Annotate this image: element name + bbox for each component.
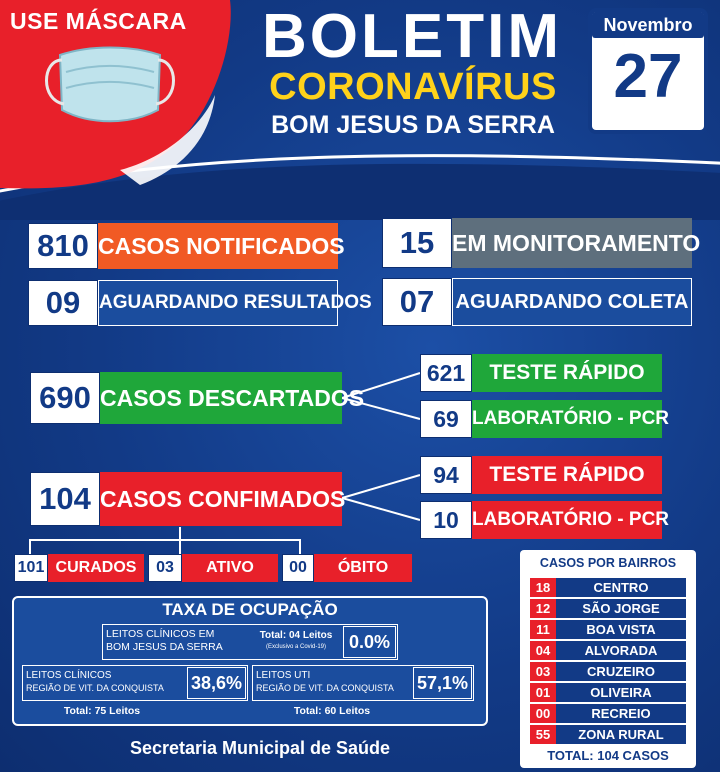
city-name: BOM JESUS DA SERRA: [271, 111, 555, 139]
confirmados-tr-value: 94: [433, 462, 459, 488]
confirmados-pcr-value-box: [420, 501, 472, 539]
confirmados-label: CASOS CONFIMADOS: [100, 472, 342, 526]
descartados-label: CASOS DESCARTADOS: [100, 372, 342, 424]
calendar-day: 27: [613, 42, 683, 111]
bairro-count: 12: [530, 599, 556, 618]
obito-value: 00: [289, 559, 307, 576]
confirmados-pcr-label: LABORATÓRIO - PCR: [472, 501, 662, 539]
confirmados-value: 104: [39, 481, 91, 516]
confirmados-pcr-value: 10: [433, 507, 459, 533]
ativo-value: 03: [156, 559, 174, 576]
descartados-pcr-value-box: [420, 400, 472, 438]
ativo-value-box: [148, 554, 182, 582]
clinicos-total: Total: 75 Leitos: [63, 705, 141, 717]
curados-label: CURADOS: [48, 554, 144, 582]
mask-title: USE MÁSCARA: [10, 8, 187, 34]
uti-label-1: LEITOS UTI: [256, 670, 311, 681]
aguardando-resultados-label: AGUARDANDO RESULTADOS: [98, 280, 338, 326]
confirmados-value-box: [30, 472, 100, 526]
calendar-month: Novembro: [592, 12, 704, 38]
bairro-name: CENTRO: [593, 580, 649, 595]
notificados-label: CASOS NOTIFICADOS: [98, 223, 338, 269]
confirmados-tr-value-box: [420, 456, 472, 494]
bairro-count: 03: [530, 662, 556, 681]
aguardando-coleta-value: 07: [399, 284, 435, 319]
descartados-value-box: [30, 372, 100, 424]
bairro-row: [530, 641, 686, 660]
aguardando-resultados-value: 09: [45, 285, 81, 320]
obito-label: ÓBITO: [314, 554, 412, 582]
local-leitos-label-1: LEITOS CLÍNICOS EM: [106, 628, 215, 640]
uti-label-2: REGIÃO DE VIT. DA CONQUISTA: [256, 683, 394, 693]
descartados-value: 690: [39, 380, 91, 415]
bairro-name: ZONA RURAL: [578, 727, 664, 742]
local-leitos-label-2: BOM JESUS DA SERRA: [106, 641, 223, 653]
clinicos-label-1: LEITOS CLÍNICOS: [26, 670, 112, 681]
bulletin-subtitle: CORONAVÍRUS: [269, 66, 557, 108]
aguardando-coleta-label: AGUARDANDO COLETA: [452, 278, 692, 326]
obito-value-box: [282, 554, 314, 582]
curados-value-box: [14, 554, 48, 582]
uti-total: Total: 60 Leitos: [293, 705, 371, 717]
bairro-name: RECREIO: [591, 706, 651, 721]
curados-value: 101: [17, 559, 45, 576]
local-leitos-note: (Exclusivo a Covid-19): [265, 644, 327, 650]
monitoramento-value: 15: [399, 225, 435, 260]
descartados-pcr-label: LABORATÓRIO - PCR: [472, 400, 662, 438]
descartados-tr-value-box: [420, 354, 472, 392]
uti-rate: 57,1%: [413, 667, 472, 699]
footer-secretaria: Secretaria Municipal de Saúde: [129, 738, 391, 758]
bairro-row: [530, 578, 686, 597]
bairro-count: 00: [530, 704, 556, 723]
confirmados-tr-label: TESTE RÁPIDO: [472, 456, 662, 494]
bairro-count: 01: [530, 683, 556, 702]
bairro-row: [530, 599, 686, 618]
notificados-value: 810: [37, 228, 89, 263]
bairro-name: BOA VISTA: [586, 622, 656, 637]
bairro-row: [530, 725, 686, 744]
bairro-row: [530, 662, 686, 681]
descartados-tr-value: 621: [426, 360, 466, 386]
bairro-name: CRUZEIRO: [587, 664, 655, 679]
clinicos-label-2: REGIÃO DE VIT. DA CONQUISTA: [26, 683, 164, 693]
bulletin-title: BOLETIM: [262, 2, 562, 71]
ativo-label: ATIVO: [182, 554, 278, 582]
local-leitos-total: Total: 04 Leitos: [259, 630, 333, 641]
local-leitos-rate: 0.0%: [343, 626, 396, 658]
bairro-count: 04: [530, 641, 556, 660]
bairro-name: ALVORADA: [584, 643, 658, 658]
bairro-row: [530, 620, 686, 639]
bairro-count: 11: [530, 620, 556, 639]
bairros-total: TOTAL: 104 CASOS: [547, 748, 669, 763]
bairro-row: [530, 704, 686, 723]
bairros-title: CASOS POR BAIRROS: [539, 556, 677, 570]
bairro-name: OLIVEIRA: [590, 685, 652, 700]
clinicos-rate: 38,6%: [187, 667, 246, 699]
bairro-name: SÃO JORGE: [582, 601, 660, 616]
descartados-tr-label: TESTE RÁPIDO: [472, 354, 662, 392]
monitoramento-label: EM MONITORAMENTO: [452, 218, 692, 268]
bairro-row: [530, 683, 686, 702]
ocupacao-title: TAXA DE OCUPAÇÃO: [162, 600, 338, 619]
descartados-pcr-value: 69: [433, 406, 459, 432]
bairro-count: 18: [530, 578, 556, 597]
bairro-count: 55: [530, 725, 556, 744]
